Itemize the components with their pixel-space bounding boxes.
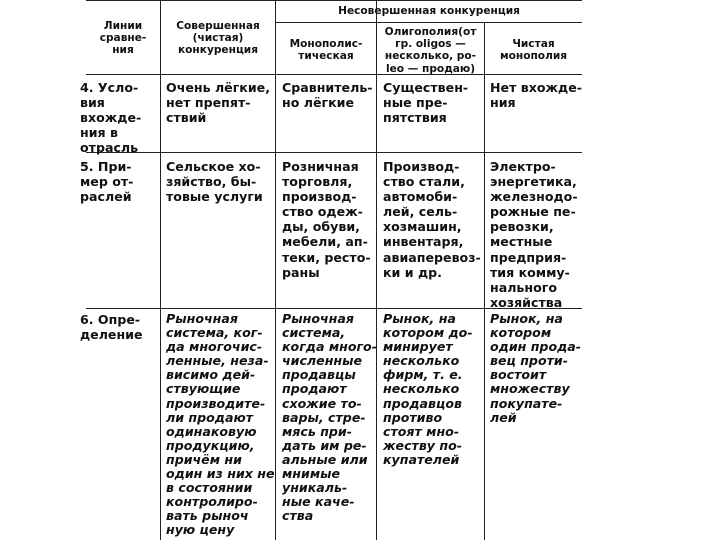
header-pure-monopoly: Чистая монополия [499,38,568,63]
row5-monopoly: Электро- энергетика, железнодо- рожные пе- ревозки, местные предприя- тия комму- нального хозяйства [490,159,578,310]
row6-monopoly: Рынок, на котором один прода- вец проти- востоит множеству покупате- лей [490,311,581,425]
header-oligopoly: Олигополия(от гр. oligos — несколько, ро- leo — продаю) [384,26,477,75]
col-divider-2 [275,0,276,540]
row6-monopolistic: Рыночная система, когда много- численные продавцы продают схожие то- вары, стре- мясь при- дать им ре- альные или мнимые уникаль- ные каче- ства [282,311,377,524]
row4-monopoly: Нет вхожде- ния [490,80,582,111]
row-rule-1 [86,152,582,153]
row4-perfect: Очень лёгкие, нет препят- ствий [166,80,270,126]
header-group-label: Несовершенная конкуренция [338,5,520,17]
header-group-rule [276,22,582,23]
row6-label: 6. Опре- деление [80,312,143,343]
col-divider-4 [484,22,485,540]
row4-label: 4. Усло- вия вхожде- ния в отрасль [80,80,142,156]
row4-oligopoly: Существен- ные пре- пятствия [383,80,469,126]
header-bottom-rule [86,74,582,75]
row5-label: 5. При- мер от- раслей [80,159,134,205]
header-lines-of-comparison: Линии сравне- ния [99,20,147,57]
header-monopolistic: Монополис- тическая [289,38,363,63]
header-top-rule [86,0,582,1]
row5-monopolistic: Розничная торговля, производ- ство одеж- ды, обуви, мебели, ап- теки, ресто- раны [282,159,371,280]
row4-monopolistic: Сравнитель- но лёгкие [282,80,373,111]
row6-perfect: Рыночная система, ког- да многочис- ленные, неза- висимо дей- ствующие производите- ли продают одинаковую продукцию, причём ни один из них не в состоянии контролиро- вать рыноч ную цену [166,311,275,538]
comparison-table [80,0,582,540]
header-perfect-competition: Совершенная (чистая) конкуренция [176,20,260,57]
row6-oligopoly: Рынок, на котором до- минирует несколько фирм, т. е. несколько продавцов противо стоят мно- жеству по- купателей [383,311,473,467]
col-divider-1 [160,0,161,540]
row5-perfect: Сельское хо- зяйство, бы- товые услуги [166,159,263,205]
row5-oligopoly: Производ- ство стали, автомоби- лей, сель- хозмашин, инвентаря, авиаперевоз- ки и др. [383,159,481,280]
